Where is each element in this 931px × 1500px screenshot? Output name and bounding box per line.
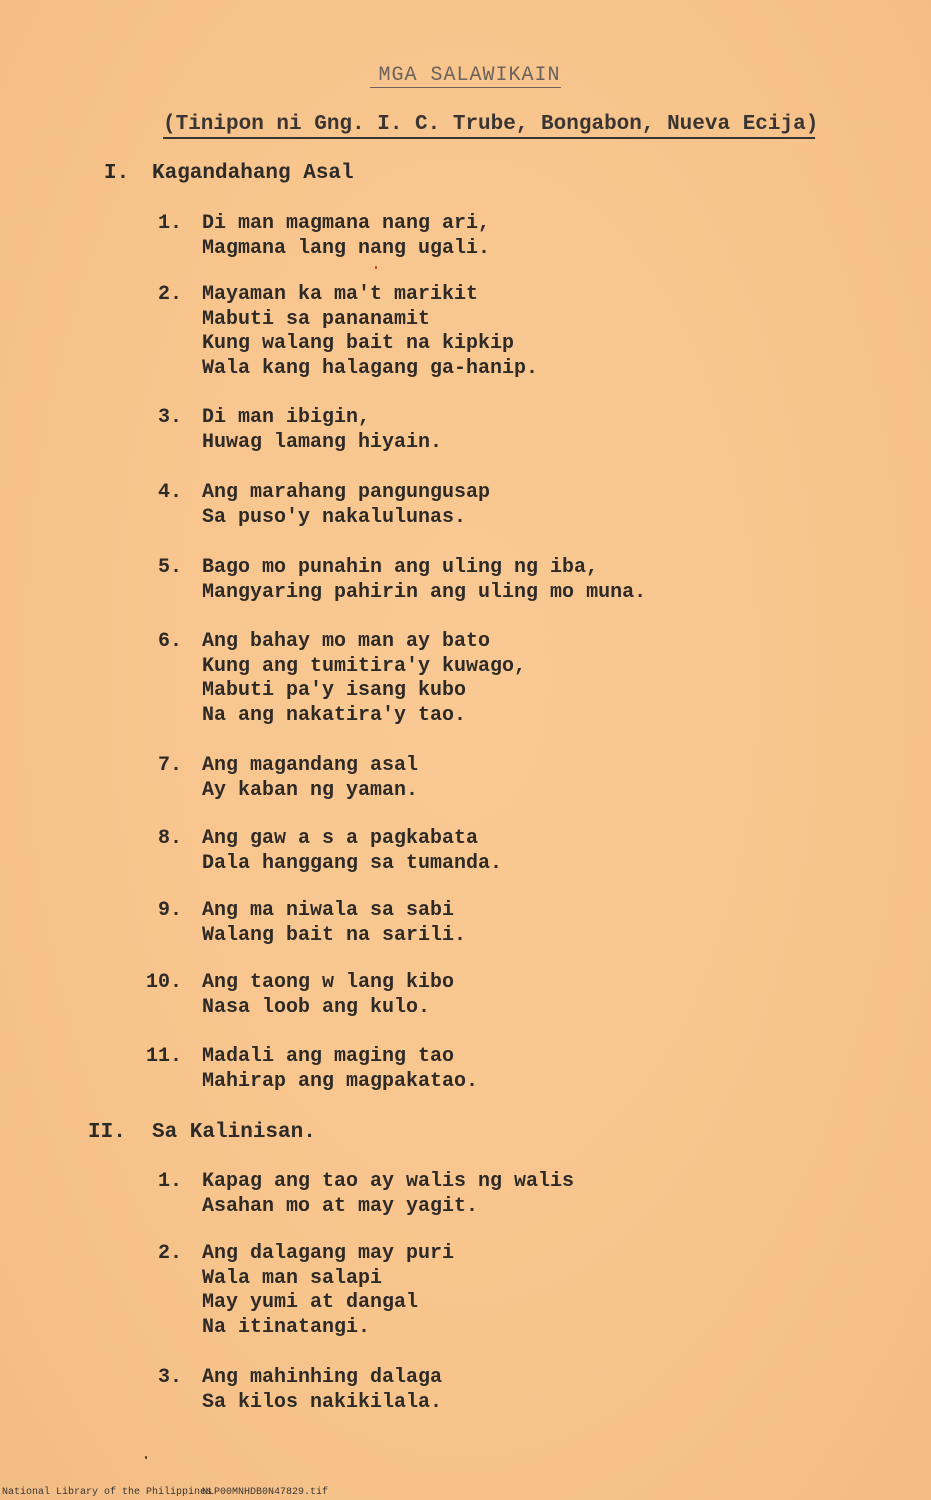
proverb-number: 2. [157, 1242, 182, 1265]
proverb-line: Kung walang bait na kipkip [202, 332, 515, 355]
section-title: Kagandahang Asal [152, 162, 354, 185]
proverb-item [157, 406, 443, 455]
proverb-line: Walang bait na sarili. [202, 923, 467, 947]
proverb-number: 8. [157, 827, 182, 850]
proverb-line: Kung ang tumitira'y kuwago, [202, 654, 527, 678]
proverb-line: Sa puso'y nakalulunas. [202, 505, 467, 529]
proverb-item [157, 630, 527, 728]
proverb-line: Huwag lamang hiyain. [202, 430, 443, 454]
proverb-line: Mabuti pa'y isang kubo [202, 679, 467, 702]
proverb-line: May yumi at dangal [202, 1291, 419, 1314]
proverb-item [157, 1170, 575, 1219]
proverb-number: 7. [157, 754, 182, 777]
proverb-item [157, 556, 647, 605]
proverb-number: 6. [157, 630, 182, 653]
proverb-item [157, 1366, 443, 1415]
proverb-item [157, 754, 419, 803]
proverb-line: Ang taong w lang kibo [202, 971, 455, 994]
proverb-line: Ay kaban ng yaman. [202, 778, 419, 802]
proverb-item [157, 899, 467, 948]
proverb-line: Mabuti sa pananamit [202, 307, 431, 331]
proverb-line: Wala kang halagang ga-hanip. [202, 356, 539, 380]
proverb-line: Di man ibigin, [202, 406, 371, 429]
proverb-item [157, 283, 539, 381]
proverb-number: 2. [157, 283, 182, 306]
document-subtitle: (Tinipon ni Gng. I. C. Trube, Bongabon, Nueva Ecija) [163, 113, 815, 139]
proverb-number: 3. [157, 1366, 182, 1389]
section-numeral: I. [104, 162, 130, 185]
footer-filename: NLP00MNHDB0N47829.tif [202, 1487, 329, 1498]
proverb-number: 3. [157, 406, 182, 429]
proverb-line: Wala man salapi [202, 1266, 383, 1290]
proverb-line: Ang dalagang may puri [202, 1242, 455, 1265]
proverb-line: Bago mo punahin ang uling ng iba, [202, 556, 599, 579]
proverb-line: Asahan mo at may yagit. [202, 1194, 479, 1218]
proverb-line: Ang magandang asal [202, 754, 419, 777]
document-title: MGA SALAWIKAIN [0, 64, 931, 88]
section-title: Sa Kalinisan. [152, 1121, 316, 1144]
proverb-line: Mayaman ka ma't marikit [202, 283, 479, 306]
proverb-number: 11. [145, 1045, 182, 1068]
footer-library: National Library of the Philippines [2, 1487, 213, 1498]
proverb-number: 4. [157, 481, 182, 504]
proverb-line: Na ang nakatira'y tao. [202, 703, 467, 727]
proverb-line: Mangyaring pahirin ang uling mo muna. [202, 580, 647, 604]
proverb-line: Na itinatangi. [202, 1315, 371, 1339]
proverb-line: Ang gaw a s a pagkabata [202, 827, 479, 850]
section-heading [88, 1121, 316, 1144]
proverb-line: Ang ma niwala sa sabi [202, 899, 455, 922]
proverb-line: Nasa loob ang kulo. [202, 995, 431, 1019]
proverb-number: 1. [157, 1170, 182, 1193]
proverb-item [145, 1045, 479, 1094]
proverb-number: 10. [145, 971, 182, 994]
section-heading [104, 162, 354, 185]
proverb-line: Sa kilos nakikilala. [202, 1390, 443, 1414]
proverb-line: Mahirap ang magpakatao. [202, 1069, 479, 1093]
proverb-item [157, 481, 491, 530]
proverb-line: Ang bahay mo man ay bato [202, 630, 491, 653]
proverb-item [157, 1242, 455, 1340]
proverb-line: Ang marahang pangungusap [202, 481, 491, 504]
proverb-line: Kapag ang tao ay walis ng walis [202, 1170, 575, 1193]
proverb-item [157, 212, 491, 261]
proverb-line: Di man magmana nang ari, [202, 212, 491, 235]
proverb-line: Ang mahinhing dalaga [202, 1366, 443, 1389]
proverb-line: Dala hanggang sa tumanda. [202, 851, 503, 875]
section-numeral: II. [88, 1121, 126, 1144]
proverb-line: Madali ang maging tao [202, 1045, 455, 1068]
proverb-number: 5. [157, 556, 182, 579]
paper-speck [375, 266, 377, 269]
proverb-number: 1. [157, 212, 182, 235]
proverb-item [145, 971, 455, 1020]
proverb-line: Magmana lang nang ugali. [202, 236, 491, 260]
proverb-item [157, 827, 503, 876]
paper-speck [145, 1456, 147, 1459]
proverb-number: 9. [157, 899, 182, 922]
